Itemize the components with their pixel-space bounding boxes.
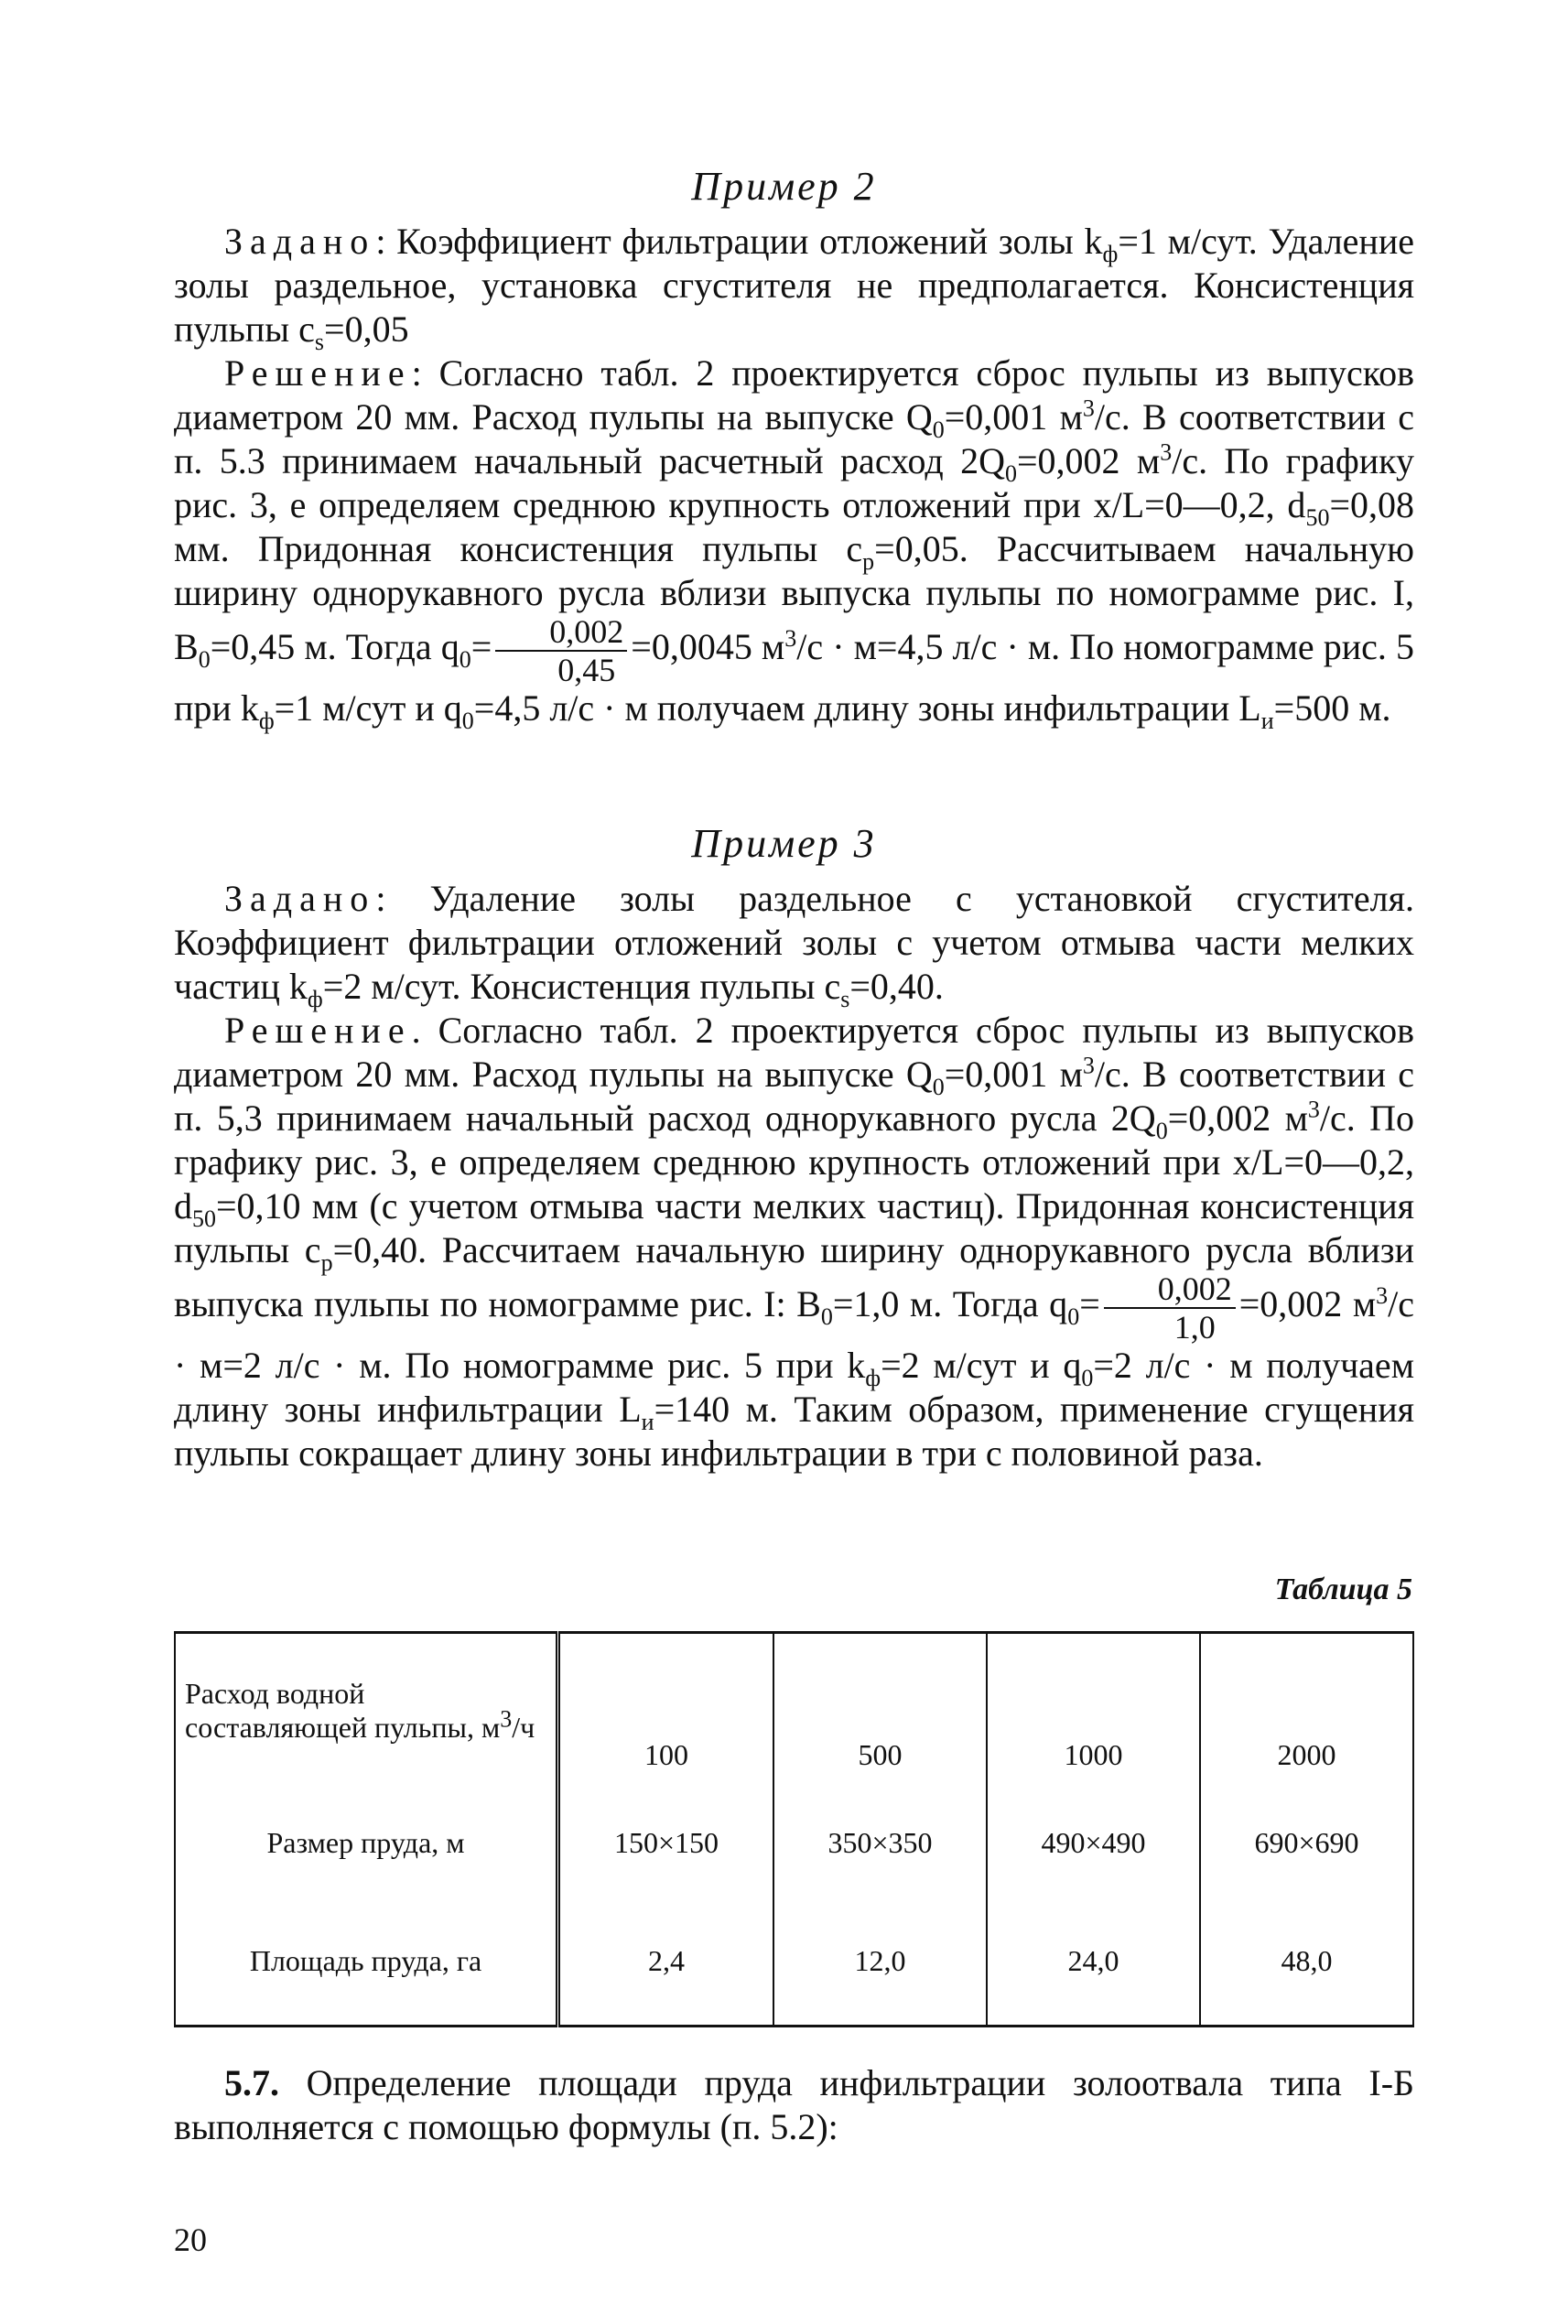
section-number: 5.7. xyxy=(224,2062,279,2103)
table-row xyxy=(175,1789,1413,1898)
section-5-7 xyxy=(174,2061,1414,2149)
table-row xyxy=(175,1633,1413,1789)
table-row xyxy=(175,1898,1413,2027)
table-cell: 2,4 xyxy=(558,1898,774,2027)
section-text: Определение площади пруда инфильтрации золоотвала типа I-Б выполняется с помощью формулы (п. 5.2): xyxy=(174,2062,1414,2147)
table-cell: 1000 xyxy=(987,1633,1200,1789)
table-row-label: Площадь пруда, га xyxy=(175,1898,558,2027)
table-header-label: Расход водной составляющей пульпы, $м^3/ч$ xyxy=(175,1633,558,1789)
pond-table xyxy=(174,1631,1414,2027)
example-3-body xyxy=(174,877,1414,1475)
page-number: 20 xyxy=(174,2221,207,2258)
table-cell: 48,0 xyxy=(1200,1898,1413,2027)
example-2-solution: Решение: Согласно табл. 2 проектируется сброс пульпы из выпусков диаметром 20 мм. Расход пульпы на выпуске $Q_0=0,001$ $м^3/с$. В соответствии с п. 5.3 принимаем начальный расчетный расход $2Q_0=0,002$ $м^3/с$. По графику рис. 3, е определяем среднюю крупность отложений при x/L=0—0,2, $d_{50}=0,08$ мм. Придонная консистенция пульпы $c_p=0,05$. Рассчитываем начальную ширину однорукавного русла вблизи выпуска пульпы по номограмме рис. I, $B_0=0,45$ м. Тогда $q_0=$ $\frac{0,002}{0,45}$ =0,0045 $м^3/с \cdot м=4,5$ л/с · м. По номограмме рис. 5 при $k_ф=1$ м/сут и $q_0=4,5$ л/с · м получаем длину зоны инфильтрации $L_и=500$ м. xyxy=(174,352,1415,734)
example-3-solution: Решение. Согласно табл. 2 проектируется сброс пульпы из выпусков диаметром 20 мм. Расход пульпы на выпуске $Q_0=0,001$ $м^3/с$. В соответствии с п. 5,3 принимаем начальный расход однорукавного русла $2Q_0=0,002$ $м^3/с$. По графику рис. 3, е определяем среднюю крупность отложений при x/L=0—0,2, $d_{50}=0,10$ мм (с учетом отмыва части мелких частиц). Придонная консистенция пульпы $c_p=0,40$. Рассчитаем начальную ширину однорукавного русла вблизи выпуска пульпы по номограмме рис. I: $B_0=1,0$ м. Тогда $q_0=$ $\frac{0,002}{1,0}$ =0,002 $м^3/с \cdot м=2$ л/с · м. По номограмме рис. 5 при $k_ф=2$ м/сут и $q_0=2$ л/с · м получаем длину зоны инфильтрации $L_и=140$ м. Таким образом, применение сгущения пульпы сокращает длину зоны инфильтрации в три с половиной раза. xyxy=(174,1010,1415,1474)
example-2-title: Пример 2 xyxy=(691,164,877,209)
example-3-title: Пример 3 xyxy=(691,821,877,866)
table-cell: 350×350 xyxy=(773,1789,987,1898)
example-2-given: Задано: Коэффициент фильтрации отложений золы $k_ф=1$ м/сут. Удаление золы раздельное, установка сгустителя не предполагается. Консистенция пульпы $c_s=0,05$ xyxy=(174,221,1414,355)
example-3-fraction: $\frac{0,002}{1,0}$ xyxy=(1104,1272,1236,1344)
table-cell: 2000 xyxy=(1200,1633,1413,1789)
example-3-given: Задано: Удаление золы раздельное с установкой сгустителя. Коэффициент фильтрации отложений золы с учетом отмыва части мелких частиц $k_ф=2$ м/сут. Консистенция пульпы $c_s=0,40$. xyxy=(174,878,1414,1012)
table-row-label: Размер пруда, м xyxy=(175,1789,558,1898)
table-cell: 500 xyxy=(773,1633,987,1789)
example-2-body xyxy=(174,220,1415,734)
table-cell: 12,0 xyxy=(773,1898,987,2027)
table-cell: 690×690 xyxy=(1200,1789,1413,1898)
table-cell: 24,0 xyxy=(987,1898,1200,2027)
example-2-fraction: $\frac{0,002}{0,45}$ xyxy=(495,615,627,686)
table-cell: 150×150 xyxy=(558,1789,774,1898)
table-caption: Таблица 5 xyxy=(1274,1573,1412,1606)
table-cell: 490×490 xyxy=(987,1789,1200,1898)
table-cell: 100 xyxy=(558,1633,774,1789)
